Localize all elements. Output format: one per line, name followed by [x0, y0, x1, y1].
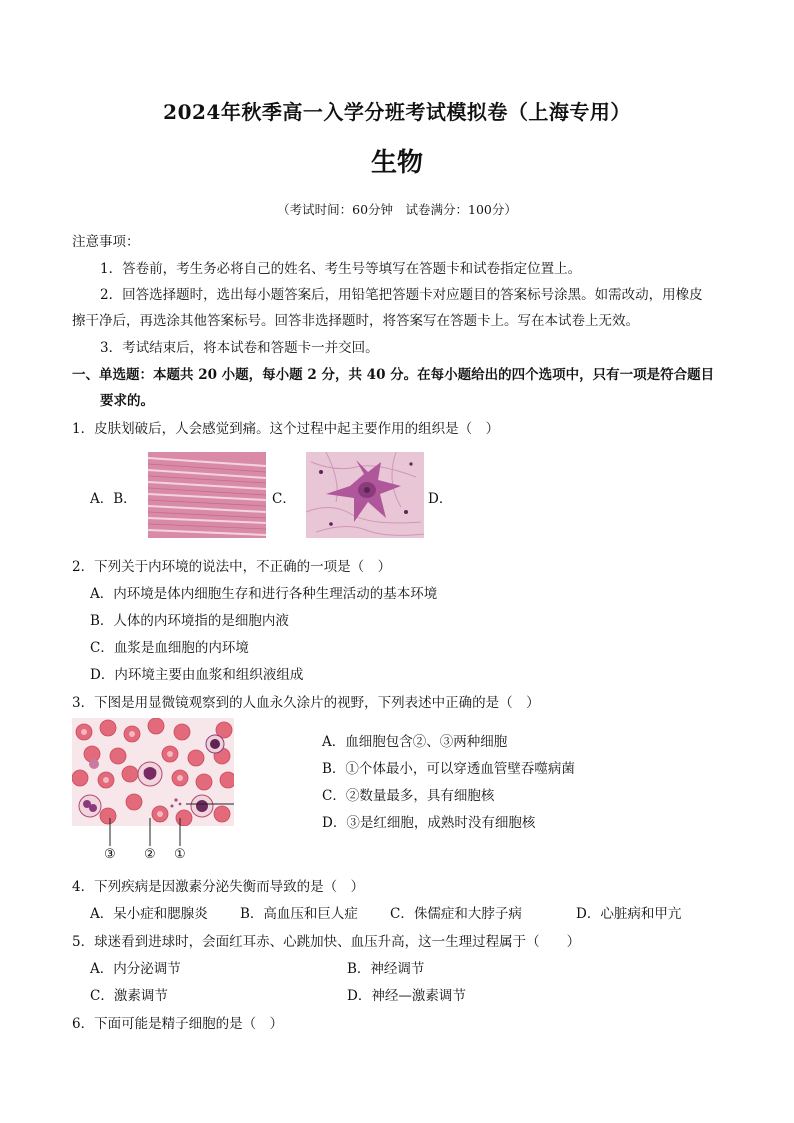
- q2-option-b: B．人体的内环境指的是细胞内液: [90, 613, 289, 629]
- q5-stem: 5．球迷看到进球时，会面红耳赤、心跳加快、血压升高，这一生理过程属于（ ）: [72, 934, 581, 950]
- q3-option-b: B．①个体最小，可以穿透血管壁吞噬病菌: [322, 761, 575, 777]
- q3-option-a: A．血细胞包含②、③两种细胞: [322, 734, 508, 750]
- q4-stem: 4．下列疾病是因激素分泌失衡而导致的是（ ）: [72, 879, 365, 895]
- q1-option-d: D．: [428, 491, 453, 507]
- blood-label-1: ①: [174, 847, 186, 862]
- blood-label-2: ②: [144, 847, 156, 862]
- neuron-tissue-image: [306, 452, 424, 538]
- blood-label-3: ③: [104, 847, 116, 862]
- q4-option-c: C．侏儒症和大脖子病: [390, 906, 522, 922]
- exam-info: （考试时间：60分钟 试卷满分：100分）: [277, 202, 517, 217]
- notice-item-1: 1．答卷前，考生务必将自己的姓名、考生号等填写在答题卡和试卷指定位置上。: [100, 261, 582, 277]
- blood-smear-image: [72, 718, 234, 826]
- q1-stem: 1．皮肤划破后，人会感觉到痛。这个过程中起主要作用的组织是（ ）: [72, 421, 500, 437]
- q2-option-d: D．内环境主要由血浆和组织液组成: [90, 667, 304, 683]
- q2-stem: 2．下列关于内环境的说法中，不正确的一项是（ ）: [72, 559, 392, 575]
- q2-option-a: A．内环境是体内细胞生存和进行各种生理活动的基本环境: [90, 586, 438, 602]
- blood-figure-leader-lines: [72, 818, 234, 848]
- notice-item-3: 3．考试结束后，将本试卷和答题卡一并交回。: [100, 340, 379, 356]
- subject-title: 生物: [370, 148, 423, 178]
- q6-stem: 6．下面可能是精子细胞的是（ ）: [72, 1016, 284, 1032]
- muscle-tissue-image: [148, 452, 266, 538]
- q1-option-c: C．: [272, 491, 296, 507]
- section-heading-cont: 要求的。: [100, 393, 154, 409]
- q5-option-c: C．激素调节: [90, 988, 168, 1004]
- q5-option-b: B．神经调节: [347, 961, 425, 977]
- notice-item-2: 2．回答选择题时，选出每小题答案后，用铅笔把答题卡对应题目的答案标号涂黑。如需改动，用橡皮: [100, 287, 703, 303]
- section-heading: 一、单选题：本题共 20 小题，每小题 2 分，共 40 分。在每小题给出的四个选项中，只有一项是符合题目: [72, 367, 715, 383]
- q3-option-d: D．③是红细胞，成熟时没有细胞核: [322, 815, 536, 831]
- q2-option-c: C．血浆是血细胞的内环境: [90, 640, 249, 656]
- q4-option-b: B．高血压和巨人症: [240, 906, 358, 922]
- q4-option-d: D．心脏病和甲亢: [576, 906, 682, 922]
- notice-item-2-cont: 擦干净后，再选涂其他答案标号。回答非选择题时，将答案写在答题卡上。写在本试卷上无效。: [72, 313, 639, 329]
- notice-heading: 注意事项：: [72, 234, 140, 250]
- q5-option-a: A．内分泌调节: [90, 961, 181, 977]
- q5-option-d: D．神经—激素调节: [347, 988, 466, 1004]
- q3-stem: 3．下图是用显微镜观察到的人血永久涂片的视野，下列表述中正确的是（ ）: [72, 695, 540, 711]
- q3-option-c: C．②数量最多，具有细胞核: [322, 788, 495, 804]
- q4-option-a: A．呆小症和腮腺炎: [90, 906, 208, 922]
- q1-option-ab: A．B．: [90, 491, 137, 507]
- page-title: 2024年秋季高一入学分班考试模拟卷（上海专用）: [163, 100, 631, 124]
